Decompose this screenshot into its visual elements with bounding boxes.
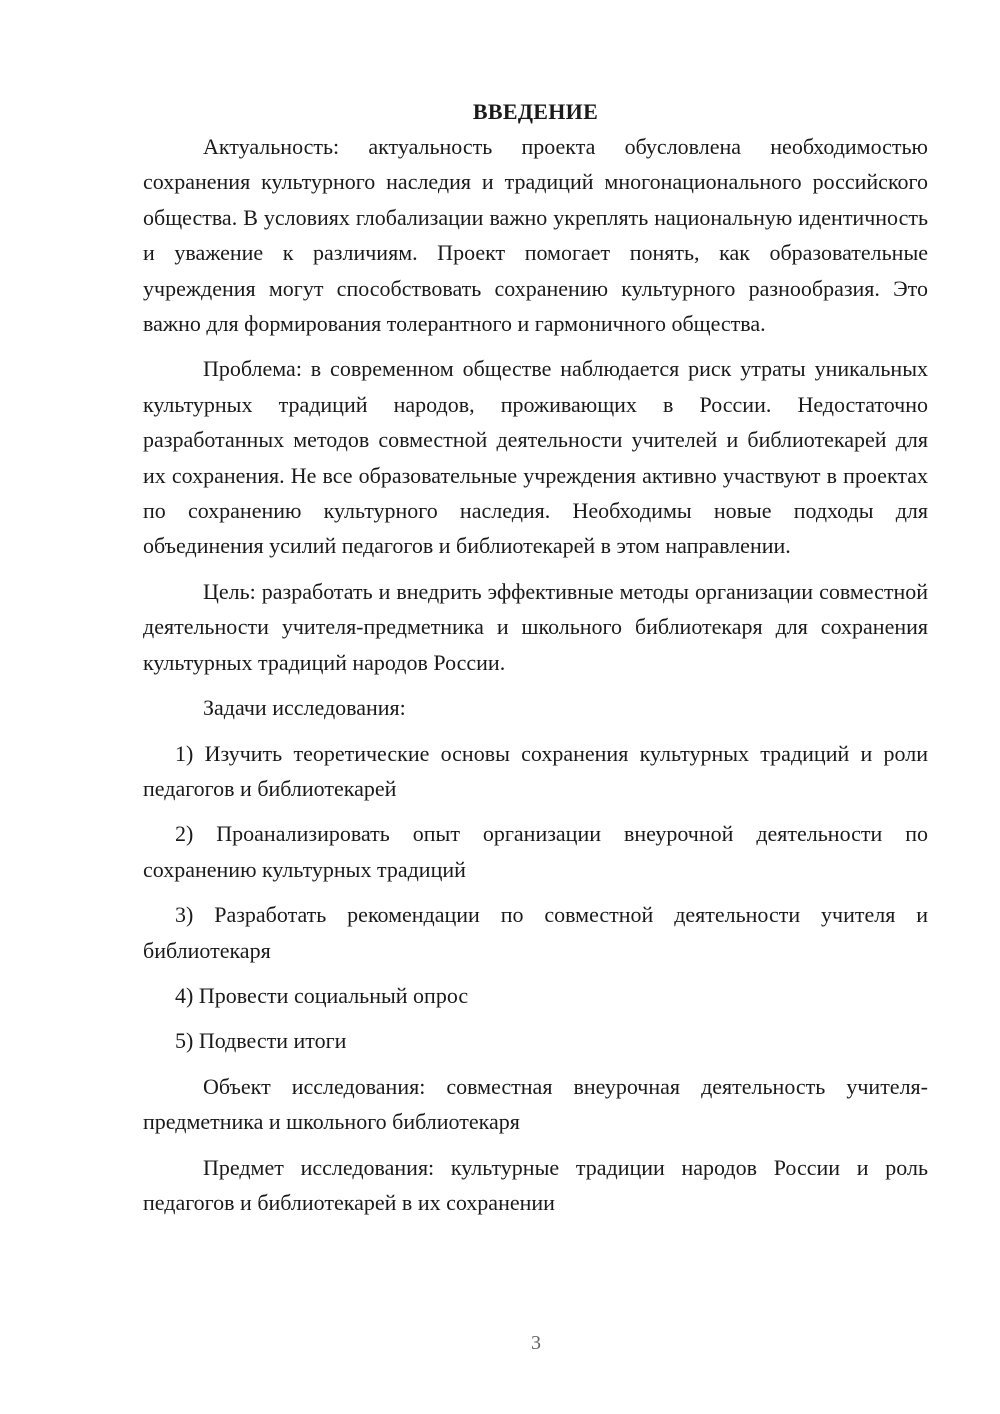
object-paragraph: Объект исследования: совместная внеурочная деятельность учителя-предметника и школьного библиотекаря (143, 1073, 928, 1135)
task-item-1: 1) Изучить теоретические основы сохранения культурных традиций и роли педагогов и библиотекарей (143, 740, 928, 801)
tasks-heading: Задачи исследования: (203, 695, 406, 721)
subject-paragraph: Предмет исследования: культурные традиции народов России и роль педагогов и библиотекарей в их сохранении (143, 1154, 928, 1215)
relevance-paragraph: Актуальность: актуальность проекта обусловлена необходимостью сохранения культурного наследия и традиций многонационального российского общества. В условиях глобализации важно укреплять национальную идентичность и уважение к различиям. Проект помогает понять, как образовательные учреждения могут способствовать сохранению культурного разнообразия. Это важно для формирования толерантного и гармоничного общества. (143, 134, 928, 337)
task-item-5: 5) Подвести итоги (175, 1028, 347, 1054)
goal-paragraph: Цель: разработать и внедрить эффективные методы организации совместной деятельности учителя-предметника и школьного библиотекаря для сохранения культурных традиций народов России. (143, 578, 928, 675)
task-item-3: 3) Разработать рекомендации по совместной деятельности учителя и библиотекаря (143, 902, 928, 963)
task-item-4: 4) Провести социальный опрос (175, 982, 469, 1008)
task-item-2: 2) Проанализировать опыт организации внеурочной деятельности по сохранению культурных традиций (143, 821, 928, 882)
document-page (143, 94, 928, 1220)
section-title: ВВЕДЕНИЕ (472, 99, 599, 124)
page-number: 3 (531, 1332, 541, 1354)
problem-paragraph: Проблема: в современном обществе наблюдается риск утраты уникальных культурных традиций народов, проживающих в России. Недостаточно разработанных методов совместной деятельности учителей и библиотекарей для их сохранения. Не все образовательные учреждения активно участвуют в проектах по сохранению культурного наследия. Необходимы новые подходы для объединения усилий педагогов и библиотекарей в этом направлении. (143, 356, 928, 559)
